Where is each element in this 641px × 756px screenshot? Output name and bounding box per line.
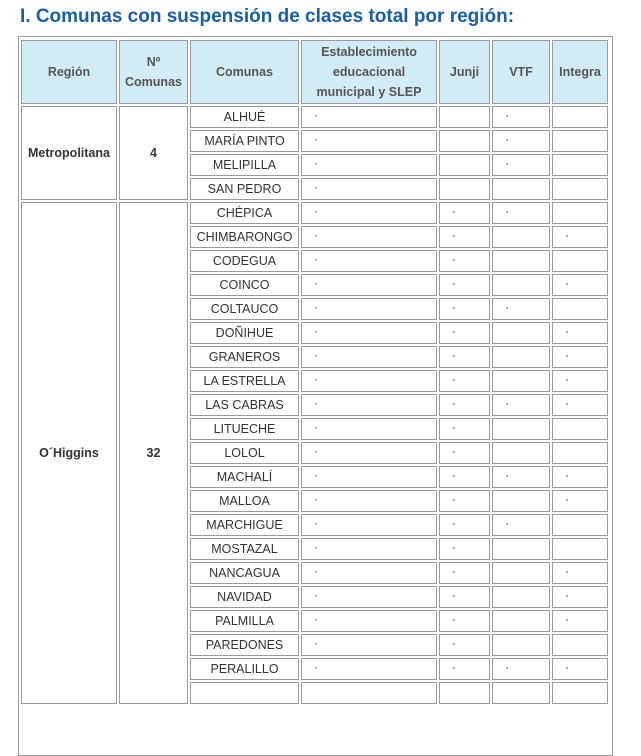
establecimiento-cell (301, 322, 437, 344)
suspension-mark: · (452, 420, 456, 434)
integra-cell (552, 658, 608, 680)
vtf-cell (492, 274, 550, 296)
header-row (21, 40, 608, 104)
comuna-name: COINCO (190, 274, 299, 296)
suspension-mark: · (314, 204, 318, 218)
comuna-name: SAN PEDRO (190, 178, 299, 200)
table-row (21, 106, 608, 128)
suspension-mark: · (452, 204, 456, 218)
integra-cell (552, 442, 608, 464)
header-region: Región (21, 40, 117, 104)
establecimiento-cell (301, 418, 437, 440)
suspension-mark: · (452, 276, 456, 290)
establecimiento-cell (301, 154, 437, 176)
suspension-mark: · (565, 564, 569, 578)
suspension-mark: · (565, 588, 569, 602)
suspension-mark: · (314, 540, 318, 554)
establecimiento-cell (301, 370, 437, 392)
header-establecimiento-line-3: municipal y SLEP (316, 85, 422, 99)
suspension-mark: · (314, 348, 318, 362)
establecimiento-cell (301, 514, 437, 536)
header-comunas: Comunas (190, 40, 299, 104)
suspension-mark: · (565, 396, 569, 410)
suspension-mark: · (505, 468, 509, 482)
junji-cell (439, 682, 490, 704)
junji-cell (439, 562, 490, 584)
suspension-mark: · (565, 324, 569, 338)
vtf-cell (492, 610, 550, 632)
vtf-cell (492, 466, 550, 488)
suspension-mark: · (314, 132, 318, 146)
suspension-mark: · (565, 228, 569, 242)
suspension-table (19, 38, 610, 706)
suspension-mark: · (314, 612, 318, 626)
comuna-name: MOSTAZAL (190, 538, 299, 560)
suspension-mark: · (452, 300, 456, 314)
establecimiento-cell (301, 562, 437, 584)
suspension-mark: · (314, 300, 318, 314)
vtf-cell (492, 418, 550, 440)
suspension-mark: · (452, 516, 456, 530)
suspension-mark: · (565, 492, 569, 506)
region-name: Metropolitana (21, 106, 117, 200)
table-body (21, 106, 608, 704)
vtf-cell (492, 658, 550, 680)
table-frame (18, 36, 613, 756)
junji-cell (439, 610, 490, 632)
integra-cell (552, 514, 608, 536)
integra-cell (552, 250, 608, 272)
suspension-mark: · (452, 564, 456, 578)
integra-cell (552, 466, 608, 488)
comuna-name: PAREDONES (190, 634, 299, 656)
integra-cell (552, 130, 608, 152)
vtf-cell (492, 154, 550, 176)
establecimiento-cell (301, 298, 437, 320)
vtf-cell (492, 226, 550, 248)
comuna-name: LITUECHE (190, 418, 299, 440)
suspension-mark: · (565, 660, 569, 674)
comuna-name: MALLOA (190, 490, 299, 512)
establecimiento-cell (301, 202, 437, 224)
vtf-cell (492, 322, 550, 344)
vtf-cell (492, 562, 550, 584)
establecimiento-cell (301, 634, 437, 656)
region-comunas-count: 32 (119, 202, 188, 704)
vtf-cell (492, 538, 550, 560)
establecimiento-cell (301, 250, 437, 272)
header-integra: Integra (552, 40, 608, 104)
suspension-mark: · (314, 492, 318, 506)
junji-cell (439, 154, 490, 176)
suspension-mark: · (505, 516, 509, 530)
comuna-name: CODEGUA (190, 250, 299, 272)
junji-cell (439, 370, 490, 392)
establecimiento-cell (301, 106, 437, 128)
integra-cell (552, 610, 608, 632)
region-name: O´Higgins (21, 202, 117, 704)
vtf-cell (492, 682, 550, 704)
junji-cell (439, 586, 490, 608)
header-n-comunas-line-2: Comunas (125, 75, 182, 89)
establecimiento-cell (301, 490, 437, 512)
integra-cell (552, 562, 608, 584)
suspension-mark: · (314, 276, 318, 290)
junji-cell (439, 106, 490, 128)
integra-cell (552, 418, 608, 440)
junji-cell (439, 178, 490, 200)
establecimiento-cell (301, 442, 437, 464)
suspension-mark: · (452, 348, 456, 362)
suspension-mark: · (452, 444, 456, 458)
suspension-mark: · (314, 516, 318, 530)
establecimiento-cell (301, 346, 437, 368)
junji-cell (439, 418, 490, 440)
integra-cell (552, 298, 608, 320)
establecimiento-cell (301, 466, 437, 488)
suspension-mark: · (314, 180, 318, 194)
suspension-mark: · (314, 108, 318, 122)
vtf-cell (492, 250, 550, 272)
header-establecimiento-line-2: educacional (332, 65, 406, 79)
comuna-name: MARCHIGUE (190, 514, 299, 536)
comuna-name: ALHUÉ (190, 106, 299, 128)
suspension-mark: · (314, 636, 318, 650)
comuna-name: COLTAUCO (190, 298, 299, 320)
suspension-mark: · (314, 420, 318, 434)
comuna-name (190, 682, 299, 704)
suspension-mark: · (505, 132, 509, 146)
vtf-cell (492, 298, 550, 320)
junji-cell (439, 490, 490, 512)
establecimiento-cell (301, 610, 437, 632)
suspension-mark: · (314, 660, 318, 674)
integra-cell (552, 490, 608, 512)
integra-cell (552, 106, 608, 128)
comuna-name: LAS CABRAS (190, 394, 299, 416)
suspension-mark: · (452, 612, 456, 626)
establecimiento-cell (301, 538, 437, 560)
integra-cell (552, 226, 608, 248)
integra-cell (552, 682, 608, 704)
table-row (21, 202, 608, 224)
comuna-name: CHÉPICA (190, 202, 299, 224)
vtf-cell (492, 514, 550, 536)
suspension-mark: · (565, 276, 569, 290)
integra-cell (552, 202, 608, 224)
suspension-mark: · (505, 108, 509, 122)
comuna-name: PERALILLO (190, 658, 299, 680)
integra-cell (552, 634, 608, 656)
suspension-mark: · (452, 324, 456, 338)
integra-cell (552, 322, 608, 344)
suspension-mark: · (452, 228, 456, 242)
establecimiento-cell (301, 274, 437, 296)
suspension-mark: · (314, 588, 318, 602)
junji-cell (439, 274, 490, 296)
junji-cell (439, 298, 490, 320)
establecimiento-cell (301, 394, 437, 416)
integra-cell (552, 178, 608, 200)
integra-cell (552, 346, 608, 368)
suspension-mark: · (452, 660, 456, 674)
suspension-mark: · (314, 396, 318, 410)
establecimiento-cell (301, 130, 437, 152)
vtf-cell (492, 202, 550, 224)
header-establecimiento (301, 40, 437, 104)
vtf-cell (492, 370, 550, 392)
junji-cell (439, 250, 490, 272)
comuna-name: CHIMBARONGO (190, 226, 299, 248)
comuna-name: GRANEROS (190, 346, 299, 368)
comuna-name: NANCAGUA (190, 562, 299, 584)
integra-cell (552, 370, 608, 392)
suspension-mark: · (452, 492, 456, 506)
establecimiento-cell (301, 682, 437, 704)
suspension-mark: · (314, 468, 318, 482)
header-vtf: VTF (492, 40, 550, 104)
junji-cell (439, 202, 490, 224)
junji-cell (439, 394, 490, 416)
vtf-cell (492, 178, 550, 200)
junji-cell (439, 322, 490, 344)
region-comunas-count: 4 (119, 106, 188, 200)
comuna-name: NAVIDAD (190, 586, 299, 608)
integra-cell (552, 538, 608, 560)
suspension-mark: · (505, 660, 509, 674)
establecimiento-cell (301, 586, 437, 608)
suspension-mark: · (314, 228, 318, 242)
vtf-cell (492, 586, 550, 608)
header-establecimiento-line-1: Establecimiento (321, 45, 417, 59)
integra-cell (552, 274, 608, 296)
vtf-cell (492, 394, 550, 416)
suspension-mark: · (565, 348, 569, 362)
suspension-mark: · (314, 252, 318, 266)
comuna-name: MARÍA PINTO (190, 130, 299, 152)
suspension-mark: · (505, 156, 509, 170)
comuna-name: MELIPILLA (190, 154, 299, 176)
junji-cell (439, 658, 490, 680)
junji-cell (439, 514, 490, 536)
vtf-cell (492, 130, 550, 152)
suspension-mark: · (452, 396, 456, 410)
suspension-mark: · (452, 540, 456, 554)
suspension-mark: · (314, 564, 318, 578)
header-n-comunas-line-1: Nº (146, 55, 161, 69)
junji-cell (439, 466, 490, 488)
junji-cell (439, 538, 490, 560)
header-n-comunas (119, 40, 188, 104)
suspension-mark: · (314, 156, 318, 170)
vtf-cell (492, 442, 550, 464)
vtf-cell (492, 346, 550, 368)
suspension-mark: · (452, 252, 456, 266)
junji-cell (439, 346, 490, 368)
suspension-mark: · (505, 204, 509, 218)
header-junji: Junji (439, 40, 490, 104)
page-title: I. Comunas con suspensión de clases total por región: (20, 6, 515, 27)
junji-cell (439, 442, 490, 464)
junji-cell (439, 634, 490, 656)
suspension-mark: · (452, 372, 456, 386)
suspension-mark: · (452, 636, 456, 650)
vtf-cell (492, 634, 550, 656)
suspension-mark: · (565, 612, 569, 626)
integra-cell (552, 586, 608, 608)
junji-cell (439, 130, 490, 152)
integra-cell (552, 394, 608, 416)
comuna-name: LA ESTRELLA (190, 370, 299, 392)
suspension-mark: · (314, 444, 318, 458)
suspension-mark: · (452, 468, 456, 482)
suspension-mark: · (314, 372, 318, 386)
comuna-name: PALMILLA (190, 610, 299, 632)
suspension-mark: · (314, 324, 318, 338)
suspension-mark: · (565, 372, 569, 386)
establecimiento-cell (301, 658, 437, 680)
suspension-mark: · (505, 300, 509, 314)
suspension-mark: · (452, 588, 456, 602)
junji-cell (439, 226, 490, 248)
vtf-cell (492, 106, 550, 128)
establecimiento-cell (301, 178, 437, 200)
suspension-mark: · (505, 396, 509, 410)
suspension-mark: · (565, 468, 569, 482)
comuna-name: LOLOL (190, 442, 299, 464)
comuna-name: MACHALÍ (190, 466, 299, 488)
comuna-name: DOÑIHUE (190, 322, 299, 344)
integra-cell (552, 154, 608, 176)
vtf-cell (492, 490, 550, 512)
establecimiento-cell (301, 226, 437, 248)
